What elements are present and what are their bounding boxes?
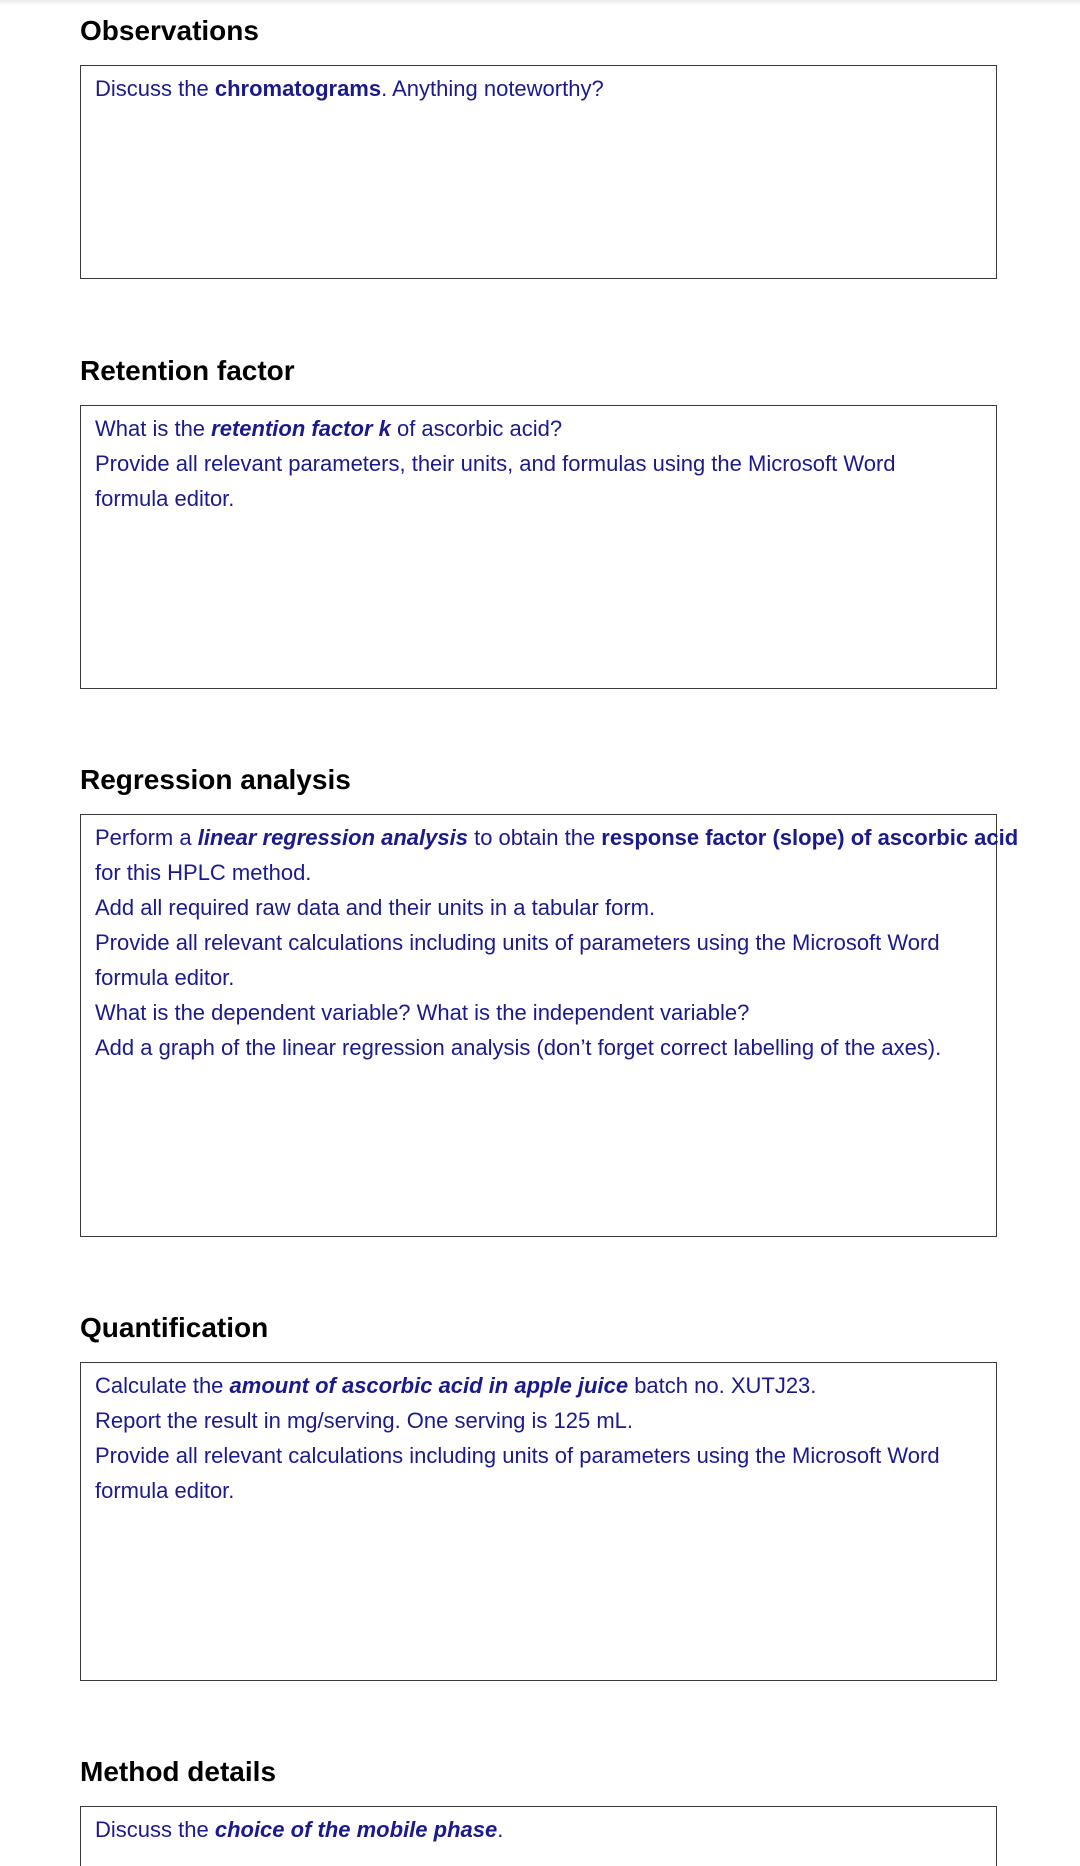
prompt-text: Provide all relevant parameters, their units, and formulas using the Microsoft Word (95, 451, 896, 476)
prompt-line (95, 1030, 982, 1065)
prompt-text: Discuss the (95, 1817, 215, 1842)
prompt-line (95, 925, 982, 960)
prompt-text: for this HPLC method. (95, 860, 312, 885)
prompt-emphasis: choice of the mobile phase (214, 1817, 498, 1842)
prompt-text: formula editor. (95, 965, 235, 990)
prompt-emphasis: retention factor k (211, 416, 391, 441)
prompt-line (95, 820, 1019, 855)
prompt-line (95, 855, 982, 890)
answer-box-observations[interactable] (80, 65, 997, 279)
prompt-text: of ascorbic acid? (390, 416, 563, 441)
prompt-text: What is the (95, 416, 212, 441)
prompt-emphasis: chromatograms (214, 76, 382, 101)
section-heading-retention-factor: Retention factor (80, 355, 295, 386)
prompt-emphasis: response factor (slope) of ascorbic acid (601, 825, 1019, 850)
prompt-line (95, 1368, 982, 1403)
prompt-text: formula editor. (95, 486, 235, 511)
section-heading-method-details: Method details (80, 1756, 277, 1787)
prompt-line (95, 890, 982, 925)
prompt-text: Discuss the (95, 76, 215, 101)
prompt-line (95, 1812, 982, 1847)
prompt-line (95, 1438, 982, 1473)
prompt-text: batch no. XUTJ23. (628, 1373, 817, 1398)
answer-box-method-details[interactable] (80, 1806, 997, 1866)
prompt-text: Provide all relevant calculations including units of parameters using the Microsoft Word (95, 930, 940, 955)
prompt-line (95, 995, 982, 1030)
prompt-line (95, 960, 982, 995)
prompt-line (95, 1403, 982, 1438)
prompt-text: What is the dependent variable? What is the independent variable? (95, 1000, 750, 1025)
answer-box-retention-factor[interactable] (80, 405, 997, 689)
page-top-edge (0, 0, 1080, 5)
section-heading-regression-analysis: Regression analysis (80, 764, 351, 795)
section-heading-observations: Observations (80, 15, 259, 46)
prompt-emphasis: amount of ascorbic acid in apple juice (229, 1373, 629, 1398)
answer-box-quantification[interactable] (80, 1362, 997, 1681)
prompt-text: Report the result in mg/serving. One serving is 125 mL. (95, 1408, 634, 1433)
prompt-text: Provide all relevant calculations including units of parameters using the Microsoft Word (95, 1443, 940, 1468)
prompt-text: Add all required raw data and their units in a tabular form. (95, 895, 656, 920)
prompt-emphasis: linear regression analysis (197, 825, 468, 850)
prompt-text: Add a graph of the linear regression analysis (don’t forget correct labelling of the axes). (95, 1035, 942, 1060)
prompt-text: Calculate the (95, 1373, 230, 1398)
prompt-text: Perform a (95, 825, 198, 850)
prompt-line (95, 481, 982, 516)
prompt-line (95, 411, 982, 446)
prompt-text: . (497, 1817, 504, 1842)
prompt-text: formula editor. (95, 1478, 235, 1503)
prompt-line (95, 446, 982, 481)
prompt-line (95, 71, 982, 106)
prompt-line (95, 1473, 982, 1508)
prompt-text: . Anything noteworthy? (381, 76, 604, 101)
section-heading-quantification: Quantification (80, 1312, 269, 1343)
prompt-text: to obtain the (467, 825, 602, 850)
answer-box-regression-analysis[interactable] (80, 814, 1019, 1237)
